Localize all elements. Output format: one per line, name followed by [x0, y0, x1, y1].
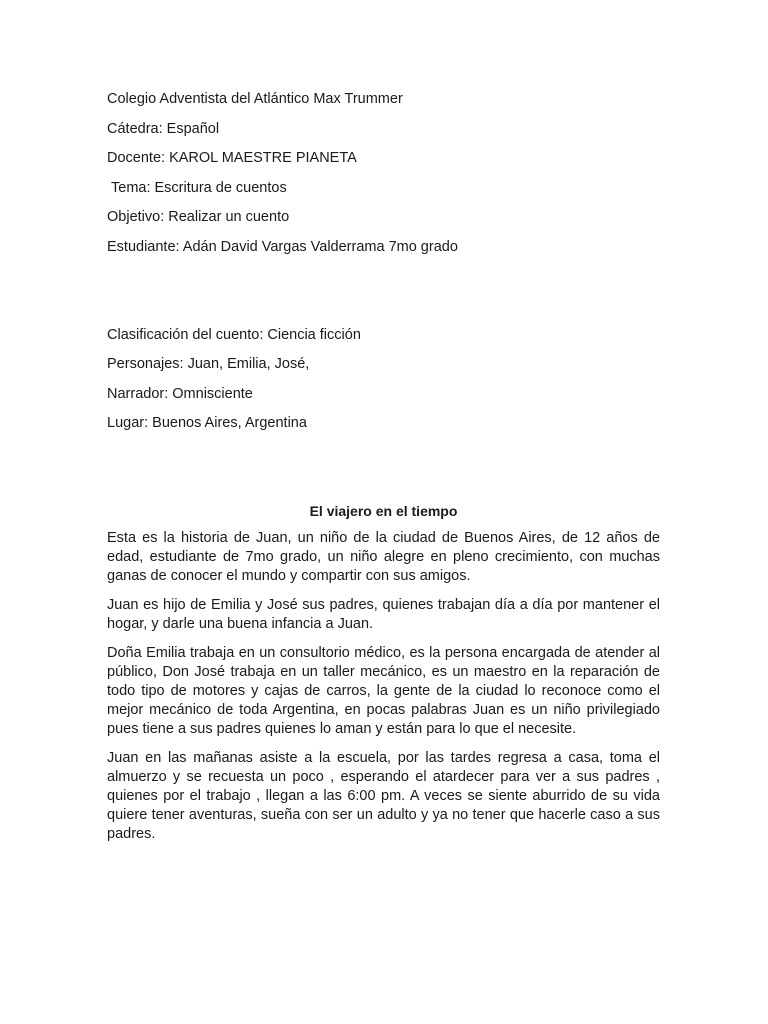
spacer — [107, 268, 660, 326]
school-name: Colegio Adventista del Atlántico Max Trummer — [107, 91, 403, 107]
place-line: Lugar: Buenos Aires, Argentina — [107, 415, 307, 432]
document-page — [107, 90, 660, 854]
teacher-line: Docente: KAROL MAESTRE PIANETA — [107, 150, 357, 167]
story-title: El viajero en el tiempo — [309, 502, 458, 519]
student-line: Estudiante: Adán David Vargas Valderrama 7mo grado — [107, 238, 458, 255]
objective-line: Objetivo: Realizar un cuento — [107, 209, 290, 226]
story-paragraph-3: Doña Emilia trabaja en un consultorio médico, es la persona encargada de atender al público, Don José trabaja en un taller mecánico, es un maestro en la reparación de todo tipo de motores y cajas de carros, la gente de la ciudad lo reconoce como el mejor mecánico de toda Argentina, en pocas palabras Juan es un niño privilegiado pues tiene a sus padres quienes lo aman y están para lo que el necesite. — [107, 644, 660, 737]
narrator-line: Narrador: Omnisciente — [107, 385, 253, 402]
story-paragraph-1: Esta es la historia de Juan, un niño de la ciudad de Buenos Aires, de 12 años de edad, estudiante de 7mo grado, un niño alegre en pleno crecimiento, con muchas ganas de conocer el mundo y compartir con sus amigos. — [107, 529, 660, 584]
characters-line: Personajes: Juan, Emilia, José, — [107, 356, 310, 373]
subject-line: Cátedra: Español — [107, 120, 220, 137]
story-paragraph-2: Juan es hijo de Emilia y José sus padres, quienes trabajan día a día por mantener el hogar, y darle una buena infancia a Juan. — [107, 596, 660, 632]
topic-line: Tema: Escritura de cuentos — [111, 179, 287, 196]
classification-line: Clasificación del cuento: Ciencia ficción — [107, 326, 361, 343]
spacer — [107, 444, 660, 502]
story-paragraph-4: Juan en las mañanas asiste a la escuela, por las tardes regresa a casa, toma el almuerzo y se recuesta un poco , esperando el atardecer para ver a sus padres , quienes por el trabajo , llegan a las 6:00 pm. A veces se siente aburrido de su vida quiere tener aventuras, sueña con ser un adulto y ya no tener que hacerle caso a sus padres. — [107, 749, 660, 842]
